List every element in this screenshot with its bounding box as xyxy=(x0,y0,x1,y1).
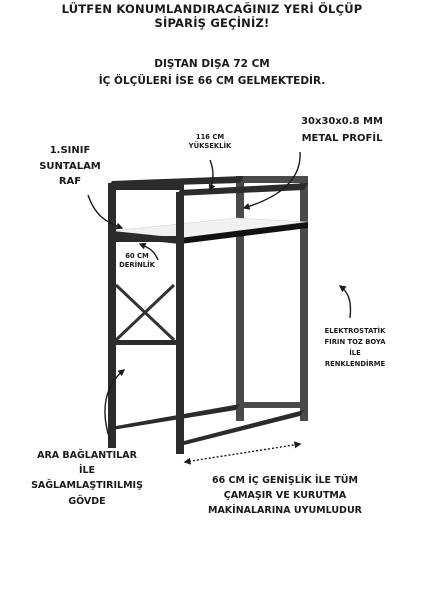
brace-line-4: GÖVDE xyxy=(68,495,106,507)
warning-line-2: SİPARİŞ GEÇİNİZ! xyxy=(154,16,270,31)
brace-line-3: SAĞLAMLAŞTIRILMIŞ xyxy=(31,480,143,492)
dimension-line-1: DIŞTAN DIŞA 72 CM xyxy=(154,58,270,70)
depth-label xyxy=(112,252,162,270)
profile-size: 30x30x0.8 MM xyxy=(301,116,383,127)
height-value: 116 CM xyxy=(195,133,225,141)
width-label xyxy=(155,473,415,519)
height-label xyxy=(175,133,245,151)
coating-line-3: İLE xyxy=(349,348,361,357)
depth-caption: DERİNLİK xyxy=(119,261,155,270)
shelf-label-line-3: RAF xyxy=(58,176,82,187)
front-frame xyxy=(108,183,184,454)
lower-rails xyxy=(112,340,304,446)
brace-label xyxy=(22,448,152,509)
profile-caption: METAL PROFİL xyxy=(301,133,383,144)
shelf-label-line-1: 1.SINIF xyxy=(49,145,91,156)
width-line-2: ÇAMAŞIR VE KURUTMA xyxy=(223,490,347,502)
depth-value: 60 CM xyxy=(125,252,149,260)
cross-brace xyxy=(116,285,174,340)
shelf-label-line-2: SUNTALAM xyxy=(39,160,101,172)
brace-line-2: İLE xyxy=(78,465,96,477)
width-line-1: 66 CM İÇ GENİŞLİK İLE TÜM xyxy=(212,475,358,486)
width-line-3: MAKİNALARINA UYUMLUDUR xyxy=(208,505,362,517)
coating-line-4: RENKLENDİRME xyxy=(324,359,386,368)
dimension-line-2: İÇ ÖLÇÜLERİ İSE 66 CM GELMEKTEDİR. xyxy=(98,75,326,88)
height-caption: YÜKSEKLİK xyxy=(188,141,232,150)
coating-line-1: ELEKTROSTATİK xyxy=(324,327,386,335)
annotation-arrows xyxy=(88,152,351,462)
coating-line-2: FIRIN TOZ BOYA xyxy=(324,337,386,346)
profile-label xyxy=(282,113,402,147)
brace-line-1: ARA BAĞLANTILAR xyxy=(37,450,137,461)
back-frame xyxy=(236,176,308,421)
coating-label xyxy=(305,326,405,370)
warning-line-1: LÜTFEN KONUMLANDIRACAĞINIZ YERİ ÖLÇÜP xyxy=(61,2,363,16)
shelf-label xyxy=(30,143,110,190)
